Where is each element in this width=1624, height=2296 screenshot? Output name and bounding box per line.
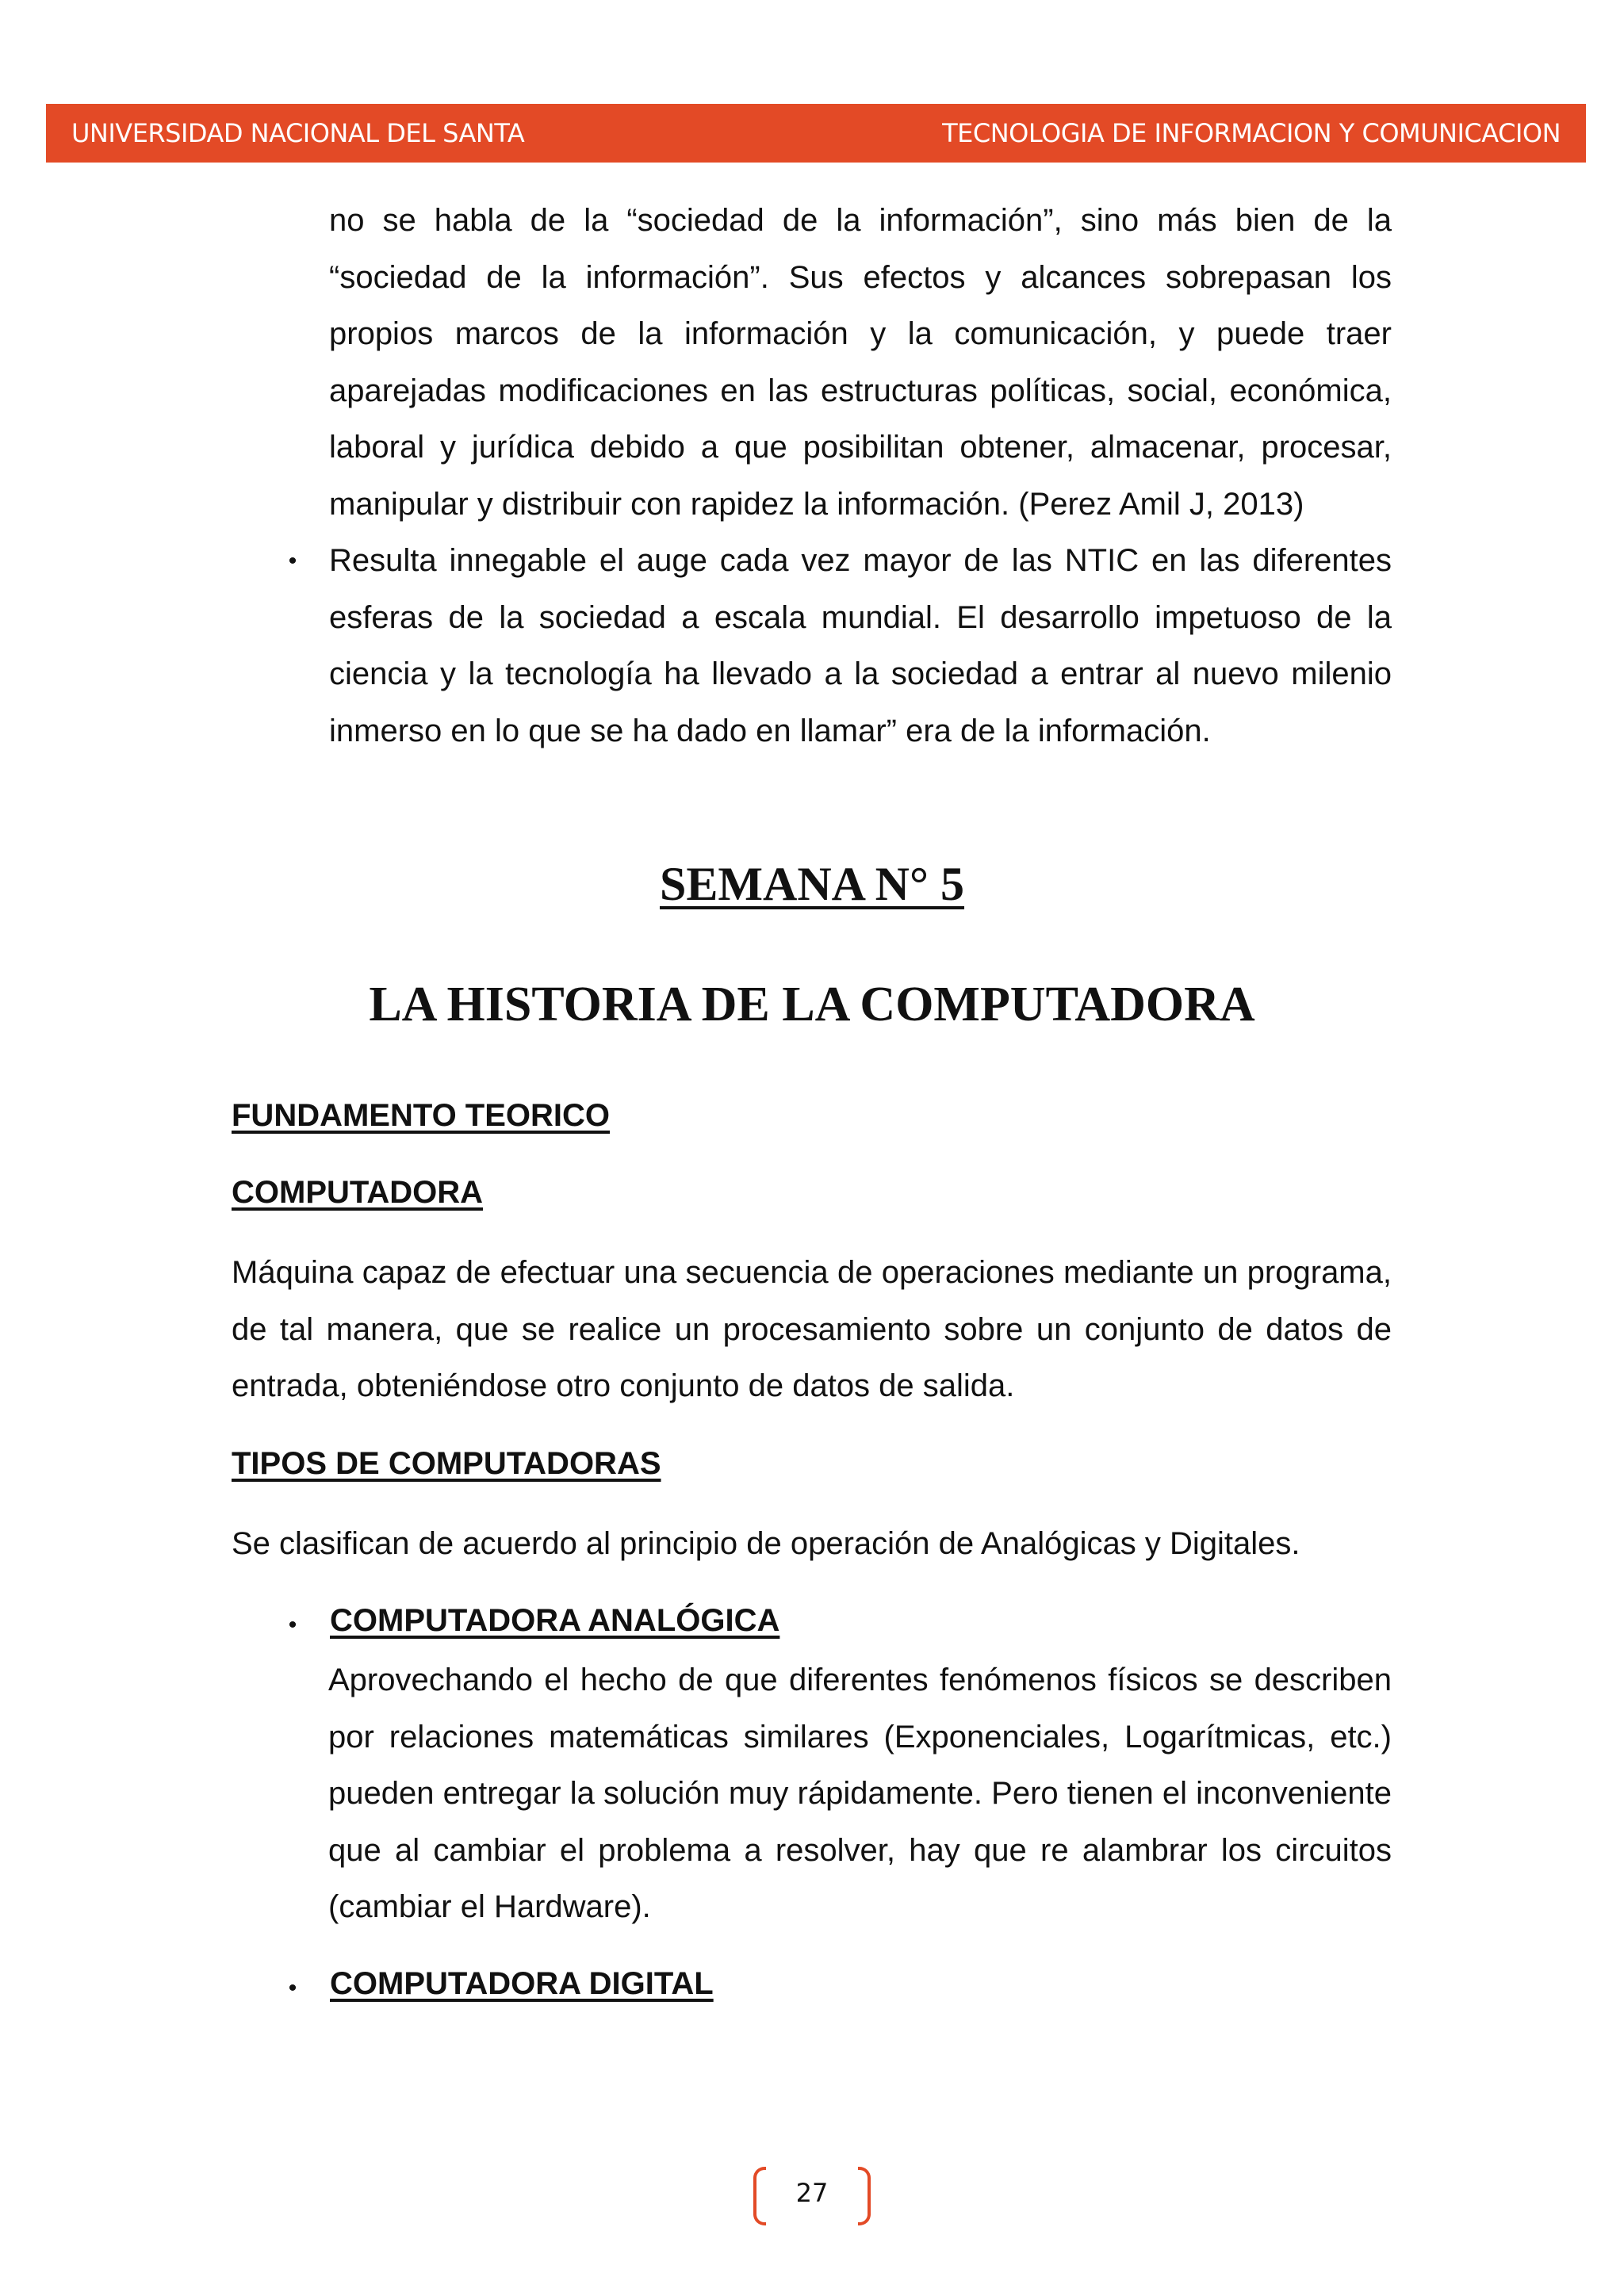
intro-bullet-paragraph: Resulta innegable el auge cada vez mayor de las NTIC en las diferentes esferas de la sociedad a escala mundial. El desarrollo impetuoso de la ciencia y la tecnología ha llevado a la sociedad a entrar al nuevo milenio inmerso en lo que se ha dado en llamar” era de la información. [329,543,1392,748]
intro-continuation-paragraph: no se habla de la “sociedad de la información”, sino más bien de la “sociedad de la información”. Sus efectos y alcances sobrepasan los propios marcos de la información y la comunicación, y puede traer aparejadas modificaciones en las estructuras políticas, social, económica, laboral y jurídica debido a que posibilitan obtener, almacenar, procesar, manipular y distribuir con rapidez la información. (Perez Amil J, 2013) [329,203,1392,522]
header-right-text: TECNOLOGIA DE INFORMACION Y COMUNICACION [942,118,1561,148]
digital-heading: COMPUTADORA DIGITAL [330,1966,714,2001]
main-title: LA HISTORIA DE LA COMPUTADORA [369,978,1255,1031]
fundamento-teorico-heading: FUNDAMENTO TEORICO [232,1098,611,1133]
week-title [0,852,1624,916]
computadora-heading: COMPUTADORA [232,1175,484,1210]
tipos-intro: Se clasifican de acuerdo al principio de operación de Analógicas y Digitales. [232,1526,1300,1561]
week-title-text: SEMANA N° 5 [659,858,965,910]
bullet-marker: • [288,548,297,574]
bullet-marker: • [288,1975,297,2001]
right-bracket [858,2167,871,2225]
page-number: 27 [795,2178,829,2208]
tipos-heading: TIPOS DE COMPUTADORAS [232,1446,661,1481]
page-number-box [753,2167,871,2222]
header-bar [46,104,1586,163]
analogica-heading: COMPUTADORA ANALÓGICA [330,1603,780,1638]
bullet-marker: • [288,1612,297,1638]
computadora-definition: Máquina capaz de efectuar una secuencia de operaciones mediante un programa, de tal manera, que se realice un procesamiento sobre un conjunto de datos de entrada, obteniéndose otro conjunto de datos de salida. [232,1255,1392,1403]
header-left-text: UNIVERSIDAD NACIONAL DEL SANTA [71,118,525,148]
analogica-paragraph: Aprovechando el hecho de que diferentes fenómenos físicos se describen por relaciones matemáticas similares (Exponenciales, Logarítmicas, etc.) pueden entregar la solución muy rápidamente. Pero tienen el inconveniente que al cambiar el problema a resolver, hay que re alambrar los circuitos (cambiar el Hardware). [328,1663,1392,1924]
